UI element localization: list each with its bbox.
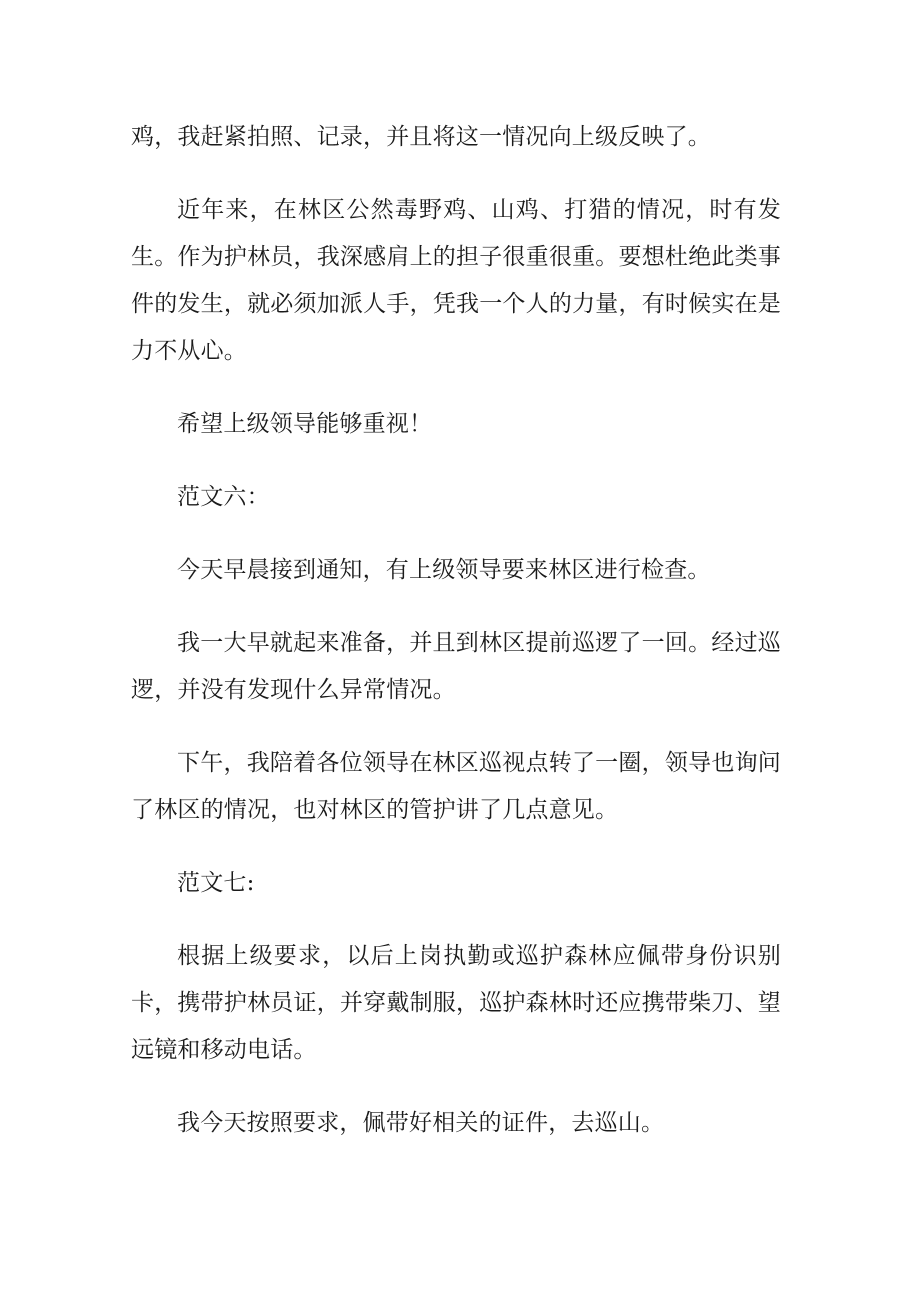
- paragraph: 下午，我陪着各位领导在林区巡视点转了一圈，领导也询问了林区的情况，也对林区的管护讲了几点意见。: [131, 750, 781, 823]
- paragraph: 根据上级要求，以后上岗执勤或巡护森林应佩带身份识别卡，携带护林员证，并穿戴制服，巡护森林时还应携带柴刀、望远镜和移动电话。: [131, 943, 781, 1063]
- paragraph: 我今天按照要求，佩带好相关的证件，去巡山。: [177, 1110, 665, 1136]
- document-body: [131, 114, 781, 1173]
- paragraph: 近年来，在林区公然毒野鸡、山鸡、打猎的情况，时有发生。作为护林员，我深感肩上的担子很重很重。要想杜绝此类事件的发生，就必须加派人手，凭我一个人的力量，有时候实在是力不从心。: [131, 197, 781, 364]
- paragraph: 我一大早就起来准备，并且到林区提前巡逻了一回。经过巡逻，并没有发现什么异常情况。: [131, 630, 781, 703]
- paragraph: 鸡，我赶紧拍照、记录，并且将这一情况向上级反映了。: [131, 124, 711, 150]
- paragraph: 希望上级领导能够重视！: [177, 411, 433, 437]
- section-heading: 范文七:: [177, 870, 255, 896]
- paragraph: 今天早晨接到通知，有上级领导要来林区进行检查。: [177, 557, 711, 583]
- section-heading: 范文六：: [177, 484, 270, 510]
